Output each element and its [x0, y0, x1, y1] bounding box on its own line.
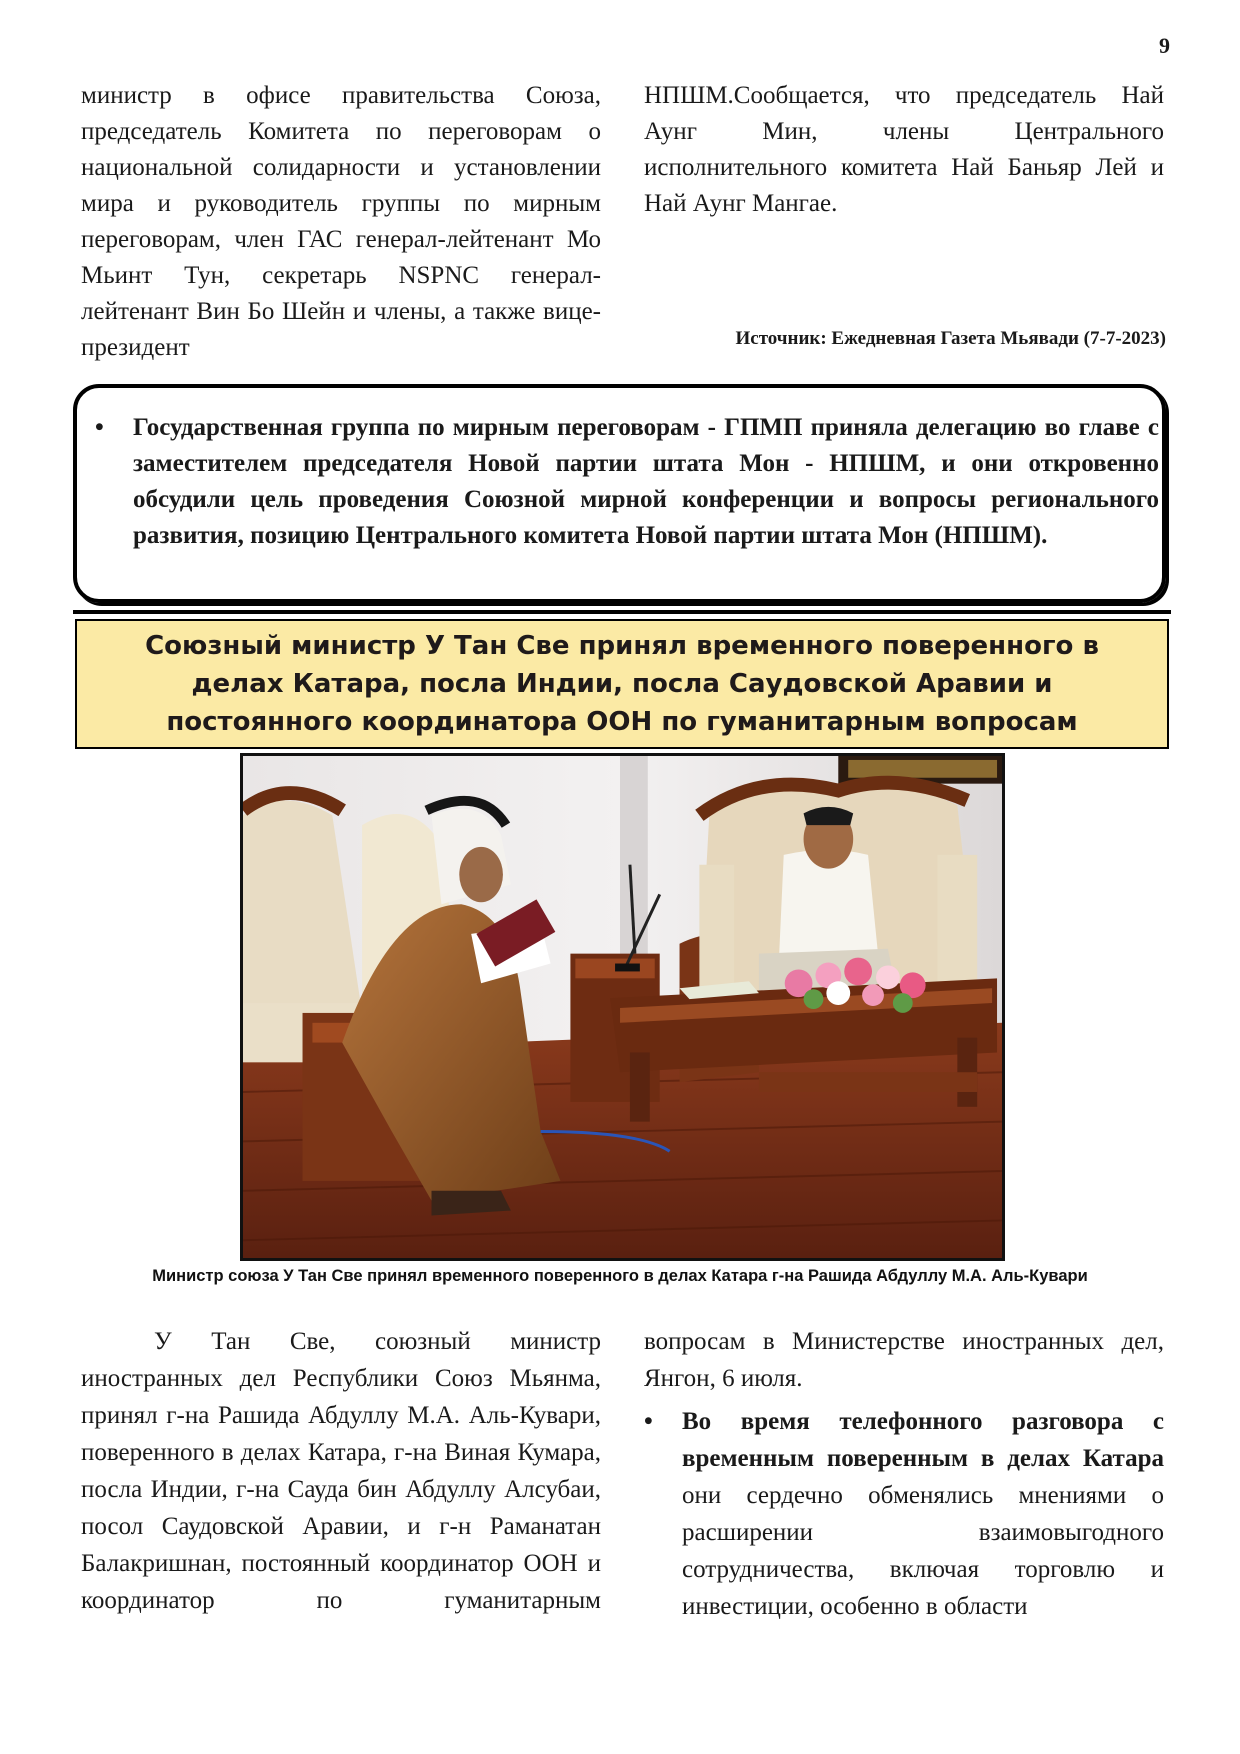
top-right-column-text: НПШМ.Сообщается, что председатель Най Аунг Мин, члены Центрального исполнительного комитета Най Баньяр Лей и Най Аунг Мангае.	[644, 82, 1164, 217]
page-number: 9	[1159, 33, 1170, 58]
bottom-left-column-text: У Тан Све, союзный министр иностранных дел Республики Союз Мьянма, принял г-на Рашида Абдуллу М.А. Аль-Кувари, поверенного в делах Катара, г-на Виная Кумара, посла Индии, г-на Сауда бин Абдуллу Алсубаи, посол Саудовской Аравии, и г-н Раманатан Балакришнан, постоянный координатор ООН и координатор по гуманитарным	[81, 1328, 601, 1614]
article-title-banner	[75, 619, 1169, 749]
highlight-bullet-text: Государственная группа по мирным переговорам - ГПМП приняла делегацию во главе с заместителем председателя Новой партии штата Мон - НПШМ, и они откровенно обсудили цель проведения Союзной мирной конференции и вопросы регионального развития, позицию Центрального комитета Новой партии штата Мон (НПШМ).	[133, 414, 1159, 549]
photo-caption: Министр союза У Тан Све принял временного поверенного в делах Катара г-на Рашида Абдуллу М.А. Аль-Кувари	[152, 1267, 1088, 1285]
bottom-right-column	[644, 1323, 1164, 1625]
top-left-column-text: министр в офисе правительства Союза, председатель Комитета по переговорам о национальной солидарности и установлении мира и руководитель группы по мирным переговорам, член ГАС генерал-лейтенант Мо Мьинт Тун, секретарь NSPNC генерал-лейтенант Вин Бо Шейн и члены, а также вице-президент	[81, 82, 601, 361]
bottom-bullet-item	[644, 1403, 1164, 1625]
bottom-bullet-rest: они сердечно обменялись мнениями о расширении взаимовыгодного сотрудничества, включая торговлю и инвестиции, особенно в области	[682, 1482, 1164, 1620]
bottom-right-intro-text: вопросам в Министерстве иностранных дел, Янгон, 6 июля.	[644, 1328, 1164, 1392]
bottom-bullet-lead: Во время телефонного разговора с временным поверенным в делах Катара	[682, 1408, 1164, 1472]
bullet-icon: •	[95, 414, 104, 441]
meeting-photo-illustration	[243, 756, 1002, 1258]
section-divider	[73, 610, 1171, 614]
article-title: Союзный министр У Тан Све принял временного поверенного в делах Катара, посла Индии, посла Саудовской Аравии и постоянного координатора ООН по гуманитарным вопросам	[145, 631, 1099, 737]
meeting-photo	[240, 753, 1005, 1261]
highlight-box	[73, 384, 1166, 603]
highlight-bullet-item	[95, 410, 1159, 554]
bullet-icon: •	[644, 1408, 653, 1435]
source-citation: Источник: Ежедневная Газета Мьявади (7-7-2023)	[735, 328, 1166, 349]
